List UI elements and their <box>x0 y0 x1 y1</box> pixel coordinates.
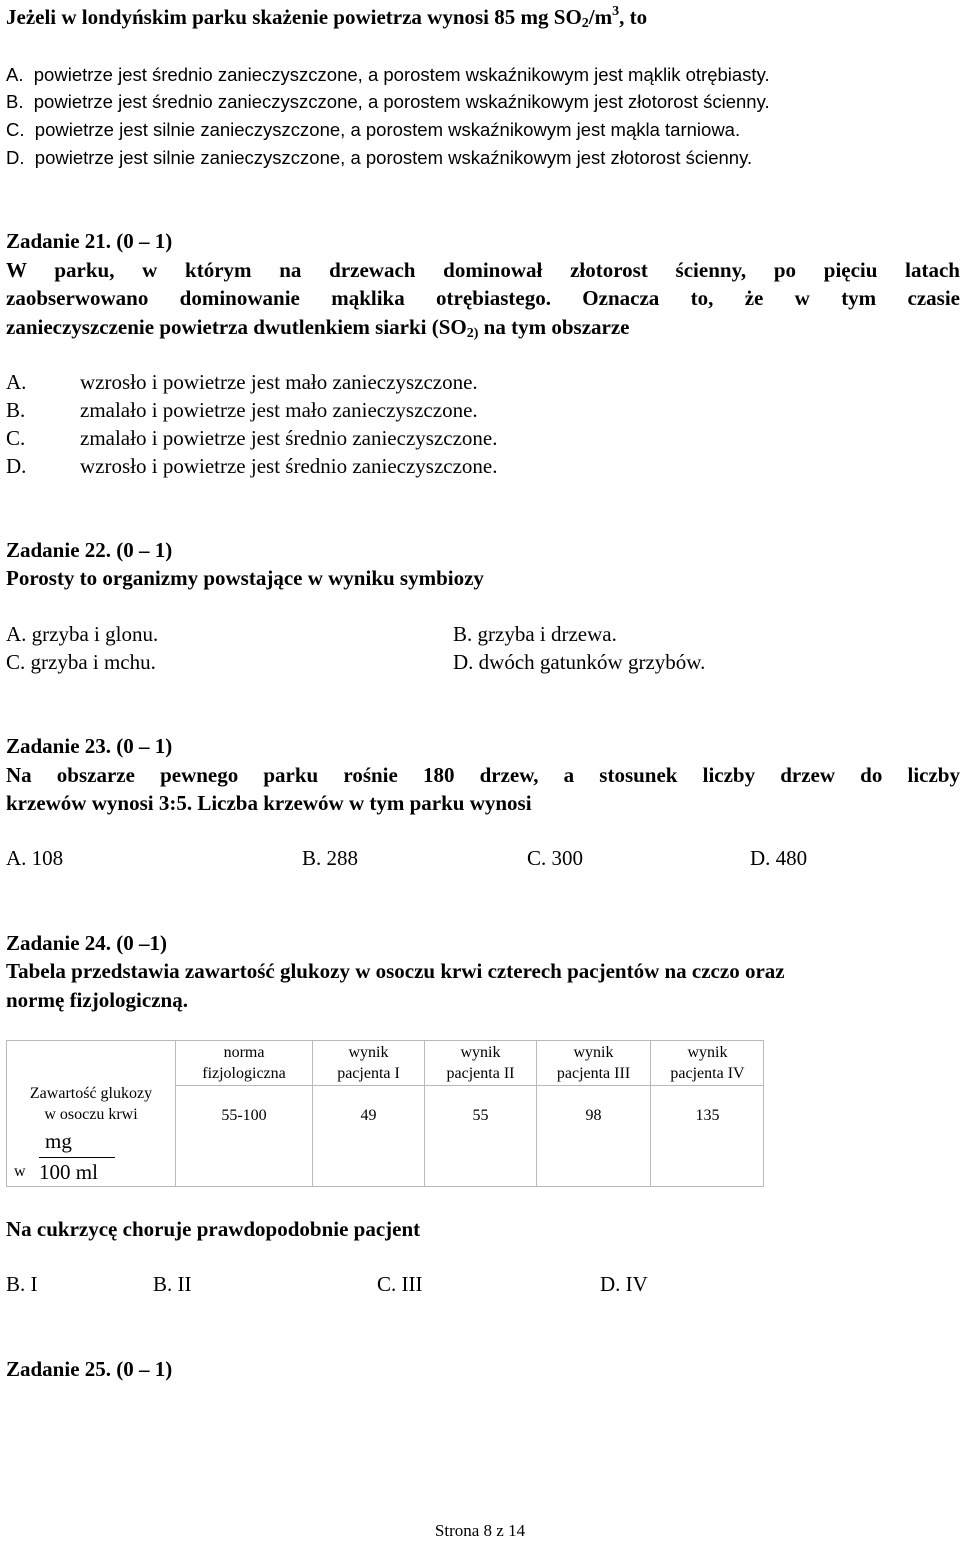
z23-option-d[interactable]: D. 480 <box>750 846 808 870</box>
z23-option-a[interactable]: A. 108 <box>6 846 64 870</box>
intro-option-c[interactable] <box>6 119 740 141</box>
glucose-table <box>6 1040 764 1187</box>
z21-option-c-text[interactable]: zmalało i powietrze jest średnio zanieczyszczone. <box>80 426 498 450</box>
z21-option-a-letter[interactable]: A. <box>6 370 27 394</box>
z24-question-line-1: Tabela przedstawia zawartość glukozy w osoczu krwi czterech pacjentów na czczo oraz <box>6 959 785 983</box>
z23-question-line-1: Na obszarze pewnego parku rośnie 180 drzew, a stosunek liczby drzew do liczby <box>6 763 960 787</box>
table-header-patient-2 <box>425 1042 536 1084</box>
z21-option-c-letter[interactable]: C. <box>6 426 26 450</box>
header-line: wynik <box>687 1044 728 1061</box>
header-line: fizjologiczna <box>202 1065 286 1082</box>
table-header-patient-3 <box>537 1042 650 1084</box>
intro-question-superscript: 3 <box>612 4 620 19</box>
z24-option-d[interactable]: D. IV <box>600 1272 648 1296</box>
intro-option-d[interactable] <box>6 147 752 169</box>
intro-question-unit: /m <box>588 5 613 29</box>
z23-option-c[interactable]: C. 300 <box>527 846 584 870</box>
option-letter: A. <box>6 64 24 85</box>
z24-option-a[interactable]: B. I <box>6 1272 38 1296</box>
unit-denominator: 100 ml <box>39 1160 98 1184</box>
table-value-patient-3: 98 <box>585 1107 602 1124</box>
unit-numerator: mg <box>45 1129 72 1153</box>
table-divider <box>175 1085 763 1086</box>
table-value-norm: 55-100 <box>221 1107 267 1124</box>
z23-question-line-2: krzewów wynosi 3:5. Liczba krzewów w tym parku wynosi <box>6 791 532 815</box>
intro-option-a[interactable] <box>6 64 770 86</box>
option-letter: B. <box>6 91 24 112</box>
header-line: pacjenta IV <box>670 1065 745 1082</box>
intro-question-suffix: , to <box>619 5 648 29</box>
z21-question-line-2: zaobserwowano dominowanie mąklika otrębiastego. Oznacza to, że w tym czasie <box>6 286 960 310</box>
header-line: pacjenta I <box>337 1065 400 1082</box>
z24-option-c[interactable]: C. III <box>377 1272 423 1296</box>
header-line: wynik <box>348 1044 389 1061</box>
table-value-patient-1: 49 <box>360 1107 377 1124</box>
row-label-line: w osoczu krwi <box>44 1106 138 1123</box>
option-letter: D. <box>6 147 25 168</box>
option-text: powietrze jest silnie zanieczyszczone, a porostem wskaźnikowym jest złotorost ścienny. <box>34 147 753 168</box>
header-line: norma <box>223 1044 265 1061</box>
z25-title: Zadanie 25. (0 – 1) <box>6 1357 173 1381</box>
z21-option-d-text[interactable]: wzrosło i powietrze jest średnio zanieczyszczone. <box>80 454 498 478</box>
header-line: wynik <box>460 1044 501 1061</box>
table-header-patient-1 <box>313 1042 424 1084</box>
z21-option-d-letter[interactable]: D. <box>6 454 27 478</box>
z22-option-b[interactable]: B. grzyba i drzewa. <box>453 622 617 646</box>
z22-title: Zadanie 22. (0 – 1) <box>6 538 173 562</box>
z22-option-c[interactable]: C. grzyba i mchu. <box>6 650 156 674</box>
z21-question-text: zanieczyszczenie powietrza dwutlenkiem siarki (SO <box>6 315 467 339</box>
row-label-line: Zawartość glukozy <box>29 1085 153 1102</box>
option-text: powietrze jest silnie zanieczyszczone, a porostem wskaźnikowym jest mąkla tarniowa. <box>34 119 741 140</box>
intro-question-text: Jeżeli w londyńskim parku skażenie powietrza wynosi 85 mg SO <box>6 5 582 29</box>
intro-question <box>6 4 647 32</box>
unit-prefix: w <box>14 1163 26 1180</box>
z21-option-b-text[interactable]: zmalało i powietrze jest mało zanieczyszczone. <box>80 398 478 422</box>
option-text: powietrze jest średnio zanieczyszczone, a porostem wskaźnikowym jest złotorost ścienny. <box>33 91 770 112</box>
z24-question: Na cukrzycę choruje prawdopodobnie pacjent <box>6 1217 421 1241</box>
z24-option-b[interactable]: B. II <box>153 1272 192 1296</box>
z23-title: Zadanie 23. (0 – 1) <box>6 734 173 758</box>
z22-question: Porosty to organizmy powstające w wyniku symbiozy <box>6 566 484 590</box>
z22-option-a[interactable]: A. grzyba i glonu. <box>6 622 159 646</box>
z21-question-suffix: na tym obszarze <box>478 315 630 339</box>
z21-question-subscript: 2) <box>466 326 479 341</box>
z21-option-b-letter[interactable]: B. <box>6 398 26 422</box>
z24-question-line-2: normę fizjologiczną. <box>6 988 188 1012</box>
intro-option-b[interactable] <box>6 91 770 113</box>
z22-option-d[interactable]: D. dwóch gatunków grzybów. <box>453 650 706 674</box>
header-line: pacjenta II <box>446 1065 515 1082</box>
table-header-norm <box>176 1042 312 1084</box>
z23-option-b[interactable]: B. 288 <box>302 846 359 870</box>
z21-option-a-text[interactable]: wzrosło i powietrze jest mało zanieczyszczone. <box>80 370 478 394</box>
option-text: powietrze jest średnio zanieczyszczone, a porostem wskaźnikowym jest mąklik otrębiasty. <box>33 64 770 85</box>
header-line: pacjenta III <box>556 1065 631 1082</box>
page-number: Strona 8 z 14 <box>434 1521 526 1540</box>
z24-title: Zadanie 24. (0 –1) <box>6 931 168 955</box>
intro-question-subscript: 2 <box>581 16 589 31</box>
table-value-patient-4: 135 <box>695 1107 720 1124</box>
option-letter: C. <box>6 119 25 140</box>
z21-question-line-3 <box>6 315 629 342</box>
header-line: wynik <box>573 1044 614 1061</box>
table-value-patient-2: 55 <box>472 1107 489 1124</box>
z21-question-line-1: W parku, w którym na drzewach dominował złotorost ścienny, po pięciu latach <box>6 258 960 282</box>
fraction-bar <box>39 1157 115 1158</box>
z21-title: Zadanie 21. (0 – 1) <box>6 229 173 253</box>
table-header-patient-4 <box>651 1042 764 1084</box>
table-row-label <box>7 1083 175 1125</box>
